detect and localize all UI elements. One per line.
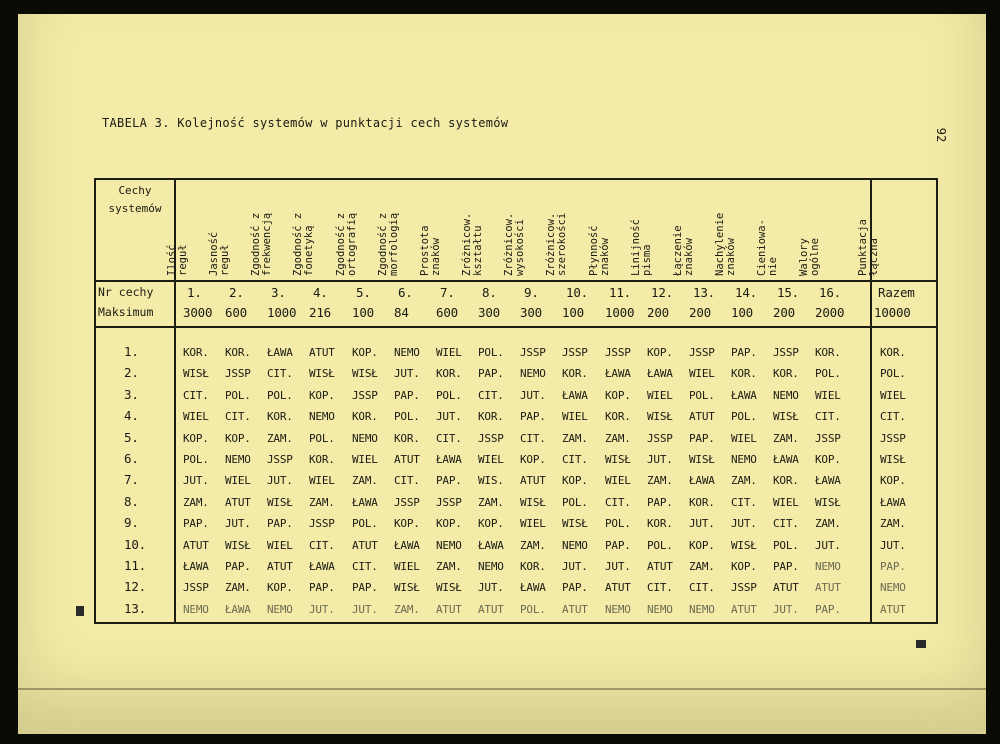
system-cell: ZAM. [352,474,378,488]
system-cell: PAP. [352,581,378,595]
system-cell: ATUT [352,538,378,552]
rank-label: 10. [124,536,146,552]
system-cell: POL. [183,453,209,466]
system-cell: ŁAWA [773,453,799,466]
system-cell: NEMO [267,602,293,616]
system-cell: PAP. [562,581,588,595]
feature-header-text: Zgodność z morfologią [377,212,400,276]
feature-number: Razem [878,285,915,300]
system-cell: ŁAWA [689,474,715,488]
system-cell: WIS. [478,474,504,488]
system-cell: JUT. [689,517,715,531]
system-cell: WISŁ [689,453,715,466]
system-cell: JSSP [267,453,293,466]
system-cell: KOR. [478,410,504,424]
feature-number: 1. [187,285,202,300]
system-cell: WISŁ [183,367,209,381]
system-cell: CIT. [352,560,378,573]
system-cell: POL. [815,367,841,381]
system-cell: JSSP [605,346,631,359]
system-cell: WISŁ [731,538,757,552]
system-cell: WIEL [773,495,799,509]
system-cell: JUT. [225,517,251,531]
feature-header-text: Zgodność z ortografią [335,212,358,276]
system-cell: JUT. [478,581,504,595]
system-cell: WIEL [352,453,378,466]
system-cell: POL. [309,431,335,445]
system-cell: JSSP [478,431,504,445]
system-cell: ZAM. [394,602,420,616]
system-cell: JUT. [352,602,378,616]
system-cell: KOP. [520,453,546,466]
feature-header-text: Ilość reguł [166,244,189,276]
system-cell: ŁAWA [520,581,546,595]
system-cell: NEMO [562,538,588,552]
system-cell: PAP. [815,602,841,616]
system-cell: KOP. [689,538,715,552]
system-cell: ATUT [880,602,906,616]
system-cell: JSSP [520,346,546,359]
rank-label: 2. [124,365,139,381]
system-cell: NEMO [815,560,841,573]
feature-maximum: 600 [436,305,458,320]
stub-header [98,182,172,218]
feature-header-text: Walory ogólne [798,238,821,276]
feature-number: 10. [566,285,588,300]
system-cell: JSSP [436,495,462,509]
rank-label: 9. [124,515,139,531]
stub-header-line-2: systemów [108,202,162,215]
system-cell: WISŁ [436,581,462,595]
feature-header-text: Zróżnicow. wysokości [503,212,526,276]
system-cell: JSSP [689,346,715,359]
system-cell: KOR. [773,367,799,381]
feature-number: 13. [693,285,715,300]
system-cell: NEMO [183,602,209,616]
table-caption: TABELA 3. Kolejność systemów w punktacji cech systemów [102,116,509,130]
system-cell: JUT. [880,538,906,552]
feature-number: 14. [735,285,757,300]
system-cell: NEMO [225,453,251,466]
system-cell: WISŁ [815,495,841,509]
system-cell: PAP. [478,367,504,381]
system-cell: CIT. [436,431,462,445]
system-cell: CIT. [394,474,420,488]
feature-maximum: 3000 [183,305,213,320]
system-cell: JUT. [394,367,420,381]
system-cell: ŁAWA [394,538,420,552]
system-cell: WISŁ [394,581,420,595]
system-cell: CIT. [562,453,588,466]
system-cell: WISŁ [225,538,251,552]
feature-maximum: 10000 [874,305,911,320]
feature-maximum: 1000 [267,305,297,320]
system-cell: KOP. [731,560,757,573]
system-cell: WIEL [880,388,906,402]
system-cell: WISŁ [773,410,799,424]
system-cell: ATUT [731,602,757,616]
system-cell: JSSP [394,495,420,509]
system-cell: ZAM. [225,581,251,595]
feature-header-text: Cieniowa- nie [756,219,779,276]
system-cell: PAP. [605,538,631,552]
system-cell: ATUT [478,602,504,616]
system-cell: CIT. [478,388,504,402]
system-cell: KOP. [647,346,673,359]
system-cell: ATUT [520,474,546,488]
system-cell: ATUT [562,602,588,616]
feature-header [857,180,944,280]
system-cell: KOR. [773,474,799,488]
page-number: 92 [934,127,949,143]
system-cell: POL. [647,538,673,552]
system-cell: WISŁ [352,367,378,381]
feature-number: 9. [524,285,539,300]
system-cell: JSSP [731,581,757,595]
maximum-rule [94,326,938,328]
system-cell: NEMO [436,538,462,552]
system-cell: POL. [773,538,799,552]
system-cell: NEMO [352,431,378,445]
system-cell: KOR. [731,367,757,381]
system-cell: KOR. [815,346,841,359]
system-cell: NEMO [309,410,335,424]
system-cell: ŁAWA [880,495,906,509]
system-cell: CIT. [225,410,251,424]
system-cell: KOP. [309,388,335,402]
system-cell: WIEL [225,474,251,488]
system-cell: WIEL [478,453,504,466]
system-cell: NEMO [520,367,546,381]
system-cell: JUT. [647,453,673,466]
system-cell: POL. [689,388,715,402]
feature-maximum: 300 [478,305,500,320]
system-cell: NEMO [478,560,504,573]
system-cell: ZAM. [309,495,335,509]
system-cell: POL. [731,410,757,424]
rank-label: 13. [124,600,146,616]
feature-header-text: Prostota znaków [419,225,442,276]
system-cell: ZAM. [815,517,841,531]
feature-maximum: 100 [352,305,374,320]
system-cell: JUT. [773,602,799,616]
system-cell: ŁAWA [225,602,251,616]
system-cell: KOP. [815,453,841,466]
header-rule [94,280,938,282]
system-cell: CIT. [183,388,209,402]
system-cell: WISŁ [267,495,293,509]
feature-number: 4. [313,285,328,300]
feature-number: 2. [229,285,244,300]
system-cell: POL. [436,388,462,402]
system-cell: KOR. [647,517,673,531]
page-edge [18,688,986,690]
system-cell: WISŁ [605,453,631,466]
system-cell: KOR. [183,346,209,359]
rank-label: 4. [124,408,139,424]
system-cell: ZAM. [436,560,462,573]
system-cell: NEMO [647,602,673,616]
system-cell: KOR. [225,346,251,359]
system-cell: ZAM. [478,495,504,509]
rank-label: 7. [124,472,139,488]
system-cell: ŁAWA [731,388,757,402]
system-cell: KOR. [394,431,420,445]
system-cell: JUT. [815,538,841,552]
feature-maximum: 200 [773,305,795,320]
system-cell: WIEL [436,346,462,359]
feature-number: 12. [651,285,673,300]
system-cell: PAP. [689,431,715,445]
system-cell: WIEL [689,367,715,381]
system-cell: ATUT [605,581,631,595]
system-cell: JUT. [562,560,588,573]
system-cell: KOR. [605,410,631,424]
rank-label: 5. [124,429,139,445]
system-cell: ATUT [689,410,715,424]
system-cell: JSSP [225,367,251,381]
system-cell: CIT. [267,367,293,381]
system-cell: ZAM. [183,495,209,509]
feature-maximum: 200 [689,305,711,320]
system-cell: KOP. [562,474,588,488]
system-cell: JSSP [815,431,841,445]
rank-label: 6. [124,451,139,466]
system-cell: ZAM. [880,517,906,531]
scan-mark [76,606,84,616]
system-cell: ZAM. [605,431,631,445]
system-cell: ZAM. [520,538,546,552]
system-cell: CIT. [689,581,715,595]
system-cell: JUT. [436,410,462,424]
feature-header-text: Nachylenie znaków [714,212,737,276]
system-cell: WISŁ [520,495,546,509]
feature-number: 15. [777,285,799,300]
system-cell: WISŁ [309,367,335,381]
system-cell: WISŁ [647,410,673,424]
feature-maximum: 2000 [815,305,845,320]
system-cell: KOP. [352,346,378,359]
system-cell: ŁAWA [309,560,335,573]
system-cell: WIEL [309,474,335,488]
system-cell: ZAM. [647,474,673,488]
rank-label: 3. [124,386,139,402]
system-cell: KOR. [352,410,378,424]
system-cell: NEMO [689,602,715,616]
feature-number: 3. [271,285,286,300]
system-cell: ATUT [225,495,251,509]
system-cell: ZAM. [773,431,799,445]
system-cell: PAP. [880,560,906,573]
rank-label: 11. [124,558,146,573]
system-cell: ZAM. [689,560,715,573]
system-cell: ŁAWA [647,367,673,381]
feature-number: 5. [356,285,371,300]
system-cell: ŁAWA [562,388,588,402]
system-cell: PAP. [773,560,799,573]
system-cell: CIT. [731,495,757,509]
system-cell: JUT. [183,474,209,488]
system-cell: KOR. [520,560,546,573]
feature-maximum: 300 [520,305,542,320]
feature-header-text: Łączenie znaków [672,225,695,276]
system-cell: POL. [605,517,631,531]
system-cell: CIT. [815,410,841,424]
system-cell: CIT. [773,517,799,531]
system-cell: WIEL [605,474,631,488]
system-cell: PAP. [267,517,293,531]
system-cell: KOP. [605,388,631,402]
system-cell: WIEL [394,560,420,573]
system-cell: PAP. [647,495,673,509]
system-cell: PAP. [394,388,420,402]
system-cell: POL. [880,367,906,381]
system-cell: JUT. [605,560,631,573]
system-cell: CIT. [520,431,546,445]
system-cell: PAP. [309,581,335,595]
system-cell: WIEL [520,517,546,531]
system-cell: WIEL [815,388,841,402]
feature-number-label: Nr cechy [98,285,154,299]
system-cell: JUT. [731,517,757,531]
system-cell: KOR. [309,453,335,466]
system-cell: ŁAWA [436,453,462,466]
feature-number: 8. [482,285,497,300]
system-cell: ATUT [267,560,293,573]
feature-maximum: 200 [647,305,669,320]
feature-number: 11. [609,285,631,300]
system-cell: JUT. [267,474,293,488]
system-cell: JUT. [520,388,546,402]
system-cell: CIT. [647,581,673,595]
system-cell: ATUT [436,602,462,616]
system-cell: ATUT [394,453,420,466]
system-cell: KOP. [267,581,293,595]
system-cell: PAP. [225,560,251,573]
system-cell: JSSP [352,388,378,402]
system-cell: ŁAWA [267,346,293,359]
system-cell: KOR. [562,367,588,381]
rank-label: 12. [124,579,146,595]
system-cell: KOP. [478,517,504,531]
system-cell: POL. [562,495,588,509]
system-cell: WIEL [647,388,673,402]
system-cell: POL. [352,517,378,531]
feature-header-text: Zróżnicow. kształtu [461,212,484,276]
system-cell: NEMO [394,346,420,359]
system-cell: ŁAWA [183,560,209,573]
system-cell: KOP. [225,431,251,445]
feature-maximum: 600 [225,305,247,320]
system-cell: JSSP [880,431,906,445]
system-cell: ŁAWA [352,495,378,509]
system-cell: ŁAWA [605,367,631,381]
feature-maximum: 84 [394,305,409,320]
system-cell: ŁAWA [478,538,504,552]
system-cell: NEMO [605,602,631,616]
system-cell: PAP. [731,346,757,359]
system-cell: ATUT [647,560,673,573]
system-cell: ATUT [815,581,841,595]
feature-maximum: 216 [309,305,331,320]
system-cell: JSSP [183,581,209,595]
feature-header-text: Zgodność z frekwencją [250,212,273,276]
system-cell: ŁAWA [815,474,841,488]
system-cell: JSSP [309,517,335,531]
system-cell: WIEL [562,410,588,424]
system-cell: JSSP [562,346,588,359]
system-cell: PAP. [520,410,546,424]
system-cell: JSSP [773,346,799,359]
feature-maximum: 100 [731,305,753,320]
system-cell: WIEL [183,410,209,424]
feature-number: 6. [398,285,413,300]
system-cell: KOR. [689,495,715,509]
feature-maximum: 100 [562,305,584,320]
system-cell: POL. [478,346,504,359]
system-cell: CIT. [605,495,631,509]
system-cell: POL. [394,410,420,424]
system-cell: PAP. [183,517,209,531]
system-cell: WISŁ [880,453,906,466]
feature-header-text: Zgodność z fonetyką [292,212,315,276]
system-cell: NEMO [731,453,757,466]
system-cell: PAP. [436,474,462,488]
system-cell: WISŁ [562,517,588,531]
system-cell: ATUT [183,538,209,552]
feature-header-text: Linijność pisma [630,219,653,276]
system-cell: ZAM. [731,474,757,488]
system-cell: NEMO [880,581,906,595]
system-cell: ZAM. [267,431,293,445]
system-cell: ATUT [773,581,799,595]
feature-header-text: Zróżnicow. szerokości [545,212,568,276]
rank-label: 8. [124,493,139,509]
system-cell: KOP. [394,517,420,531]
system-cell: KOR. [436,367,462,381]
system-cell: KOR. [267,410,293,424]
system-cell: POL. [225,388,251,402]
maximum-label: Maksimum [98,305,154,319]
rank-label: 1. [124,344,139,359]
system-cell: JSSP [647,431,673,445]
system-cell: WIEL [267,538,293,552]
feature-header-text: Jasność reguł [208,231,231,276]
feature-header-text: Punktacja łączna [857,219,880,276]
system-cell: KOP. [183,431,209,445]
system-cell: KOP. [436,517,462,531]
system-cell: NEMO [773,388,799,402]
scan-mark [916,640,926,648]
system-cell: ATUT [309,346,335,359]
system-cell: JUT. [309,602,335,616]
feature-number: 7. [440,285,455,300]
system-cell: WIEL [731,431,757,445]
system-cell: KOP. [880,474,906,488]
system-cell: ZAM. [562,431,588,445]
feature-header-text: Płynność znaków [588,225,611,276]
system-cell: CIT. [880,410,906,424]
feature-number: 16. [819,285,841,300]
system-cell: CIT. [309,538,335,552]
stub-header-line-1: Cechy [118,184,152,197]
system-cell: POL. [520,602,546,616]
system-cell: POL. [267,388,293,402]
feature-maximum: 1000 [605,305,635,320]
system-cell: KOR. [880,346,906,359]
